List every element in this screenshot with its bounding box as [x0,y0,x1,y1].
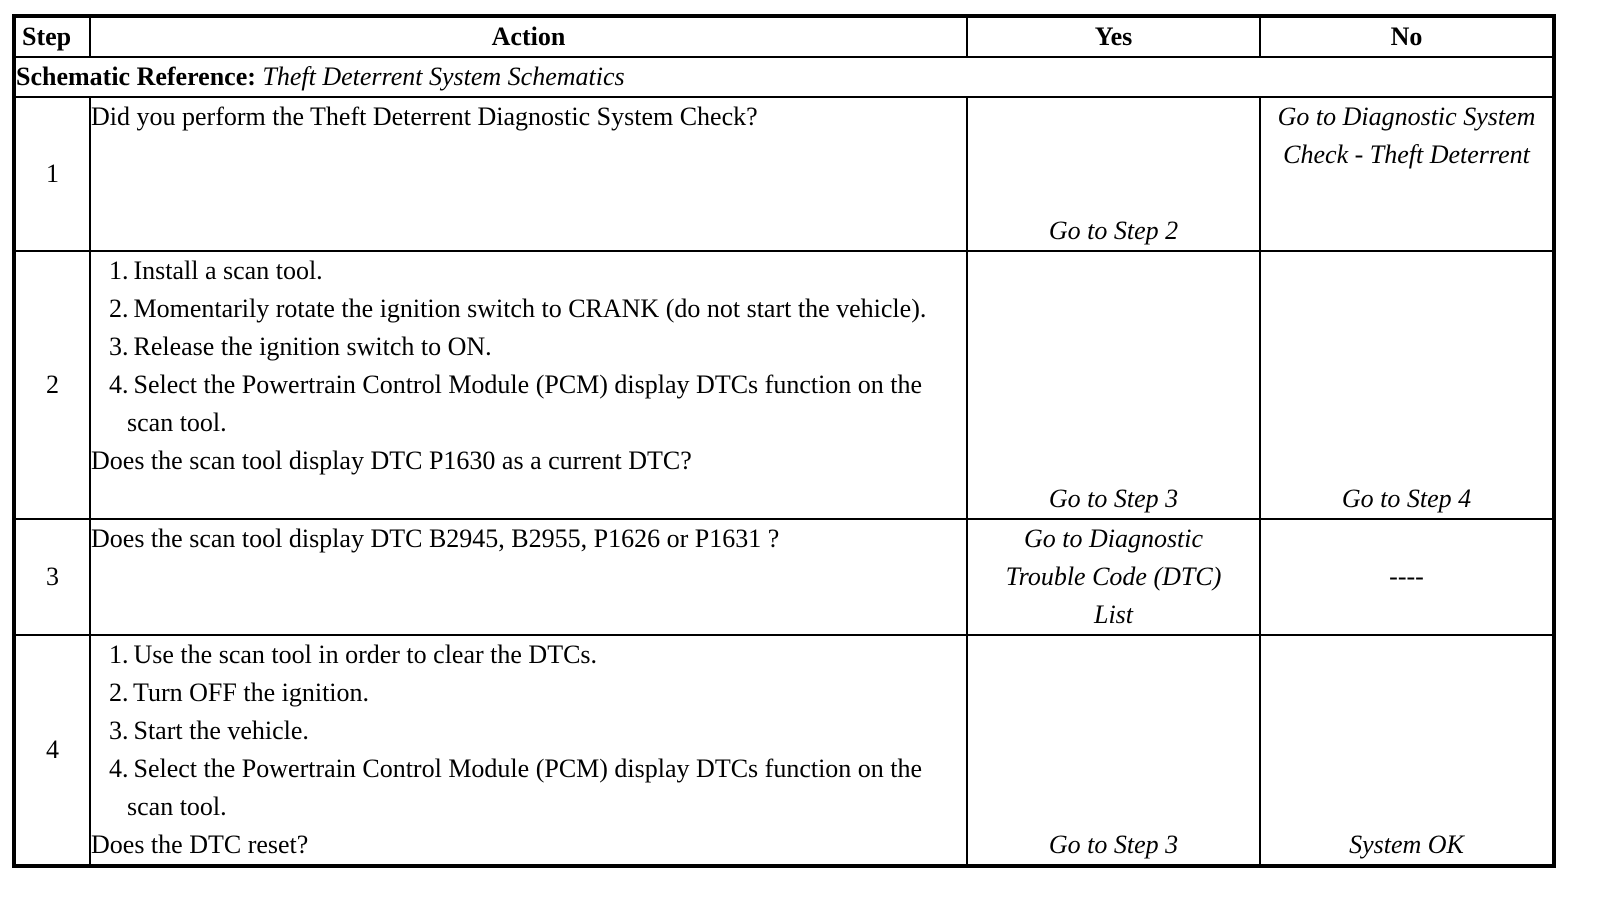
schematic-reference [14,57,1554,97]
yes-result-link[interactable]: Go to Diagnostic Trouble Code (DTC) List [967,519,1260,635]
schematic-reference-link[interactable]: Theft Deterrent System Schematics [262,62,625,91]
header-action: Action [90,16,967,57]
action-cell [90,97,967,251]
action-cell [90,519,967,635]
action-cell [90,251,967,519]
table-row [14,97,1554,251]
header-no: No [1260,16,1554,57]
action-question: Does the scan tool display DTC B2945, B2955, P1626 or P1631 ? [91,524,780,553]
no-result: ---- [1260,519,1554,635]
table-row [14,251,1554,519]
header-step: Step [14,16,90,57]
no-result-link[interactable]: Go to Step 4 [1260,251,1554,519]
step-number: 3 [14,519,90,635]
yes-result-link[interactable]: Go to Step 3 [967,635,1260,866]
action-cell [90,635,967,866]
step-number: 2 [14,251,90,519]
action-question: Did you perform the Theft Deterrent Diagnostic System Check? [91,102,758,131]
yes-result-link[interactable]: Go to Step 3 [967,251,1260,519]
action-question: Does the scan tool display DTC P1630 as a current DTC? [91,446,692,475]
diagnostic-table [12,14,1556,868]
action-step-item: 3. Release the ignition switch to ON. [109,332,492,361]
schematic-reference-label: Schematic Reference: [16,62,256,91]
action-steps-list [91,636,966,826]
action-step-item: 2. Turn OFF the ignition. [109,678,370,707]
no-result: System OK [1260,635,1554,866]
table-row [14,635,1554,866]
yes-result-link[interactable]: Go to Step 2 [967,97,1260,251]
action-step-item: 1. Use the scan tool in order to clear the DTCs. [109,640,598,669]
header-yes: Yes [967,16,1260,57]
action-question: Does the DTC reset? [91,830,309,859]
schematic-reference-row [14,57,1554,97]
no-result-link[interactable]: Go to Diagnostic System Check - Theft Deterrent [1260,97,1554,251]
step-number: 4 [14,635,90,866]
action-step-item: 2. Momentarily rotate the ignition switch to CRANK (do not start the vehicle). [109,294,927,323]
action-steps-list [91,252,966,442]
step-number: 1 [14,97,90,251]
action-step-item: 3. Start the vehicle. [109,716,309,745]
action-step-item: 1. Install a scan tool. [109,256,323,285]
action-step-item: 4. Select the Powertrain Control Module (PCM) display DTCs function on the scan tool. [109,754,923,821]
action-step-item: 4. Select the Powertrain Control Module (PCM) display DTCs function on the scan tool. [109,370,923,437]
table-row [14,519,1554,635]
header-row [14,16,1554,57]
